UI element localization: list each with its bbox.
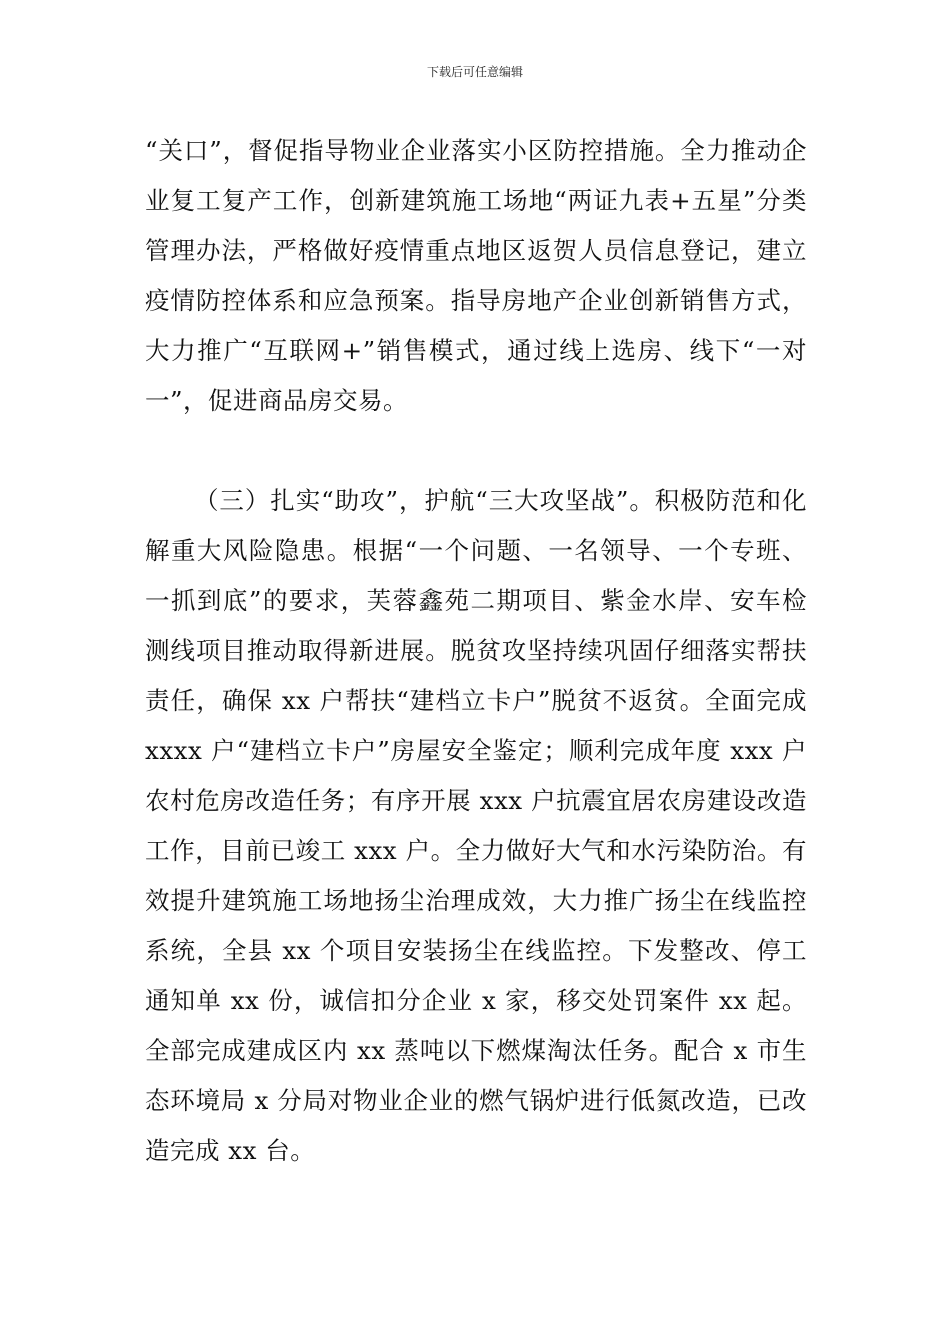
paragraph-continued: “关口”，督促指导物业企业落实小区防控措施。全力推动企业复工复产工作，创新建筑施工场地“两证九表+五星”分类管理办法，严格做好疫情重点地区返贺人员信息登记，建立疫情防控体系和应急预案。指导房地产企业创新销售方式，大力推广“互联网+”销售模式，通过线上选房、线下“一对一”，促进商品房交易。 — [145, 136, 807, 415]
paragraph-section-three: （三）扎实“助攻”，护航“三大攻坚战”。积极防范和化解重大风险隐患。根据“一个问题、一名领导、一个专班、一抓到底”的要求，芙蓉鑫苑二期项目、紫金水岸、安车检测线项目推动取得新进展。脱贫攻坚持续巩固仔细落实帮扶责任，确保 xx 户帮扶“建档立卡户”脱贫不返贫。全面完成 xxxx 户“建档立卡户”房屋安全鉴定；顺利完成年度 xxx 户农村危房改造任务；有序开展 xxx 户抗震宜居农房建设改造工作，目前已竣工 xxx 户。全力做好大气和水污染防治。有效提升建筑施工场地扬尘治理成效，大力推广扬尘在线监控系统，全县 xx 个项目安装扬尘在线监控。下发整改、停工通知单 xx 份，诚信扣分企业 x 家，移交处罚案件 xx 起。全部完成建成区内 xx 蒸吨以下燃煤淘汰任务。配合 x 市生态环境局 x 分局对物业企业的燃气锅炉进行低氮改造，已改造完成 xx 台。 — [145, 486, 807, 1165]
page-header-note: 下载后可任意编辑 — [426, 65, 523, 79]
paragraph-gap — [145, 426, 807, 476]
document-body — [145, 126, 807, 1176]
